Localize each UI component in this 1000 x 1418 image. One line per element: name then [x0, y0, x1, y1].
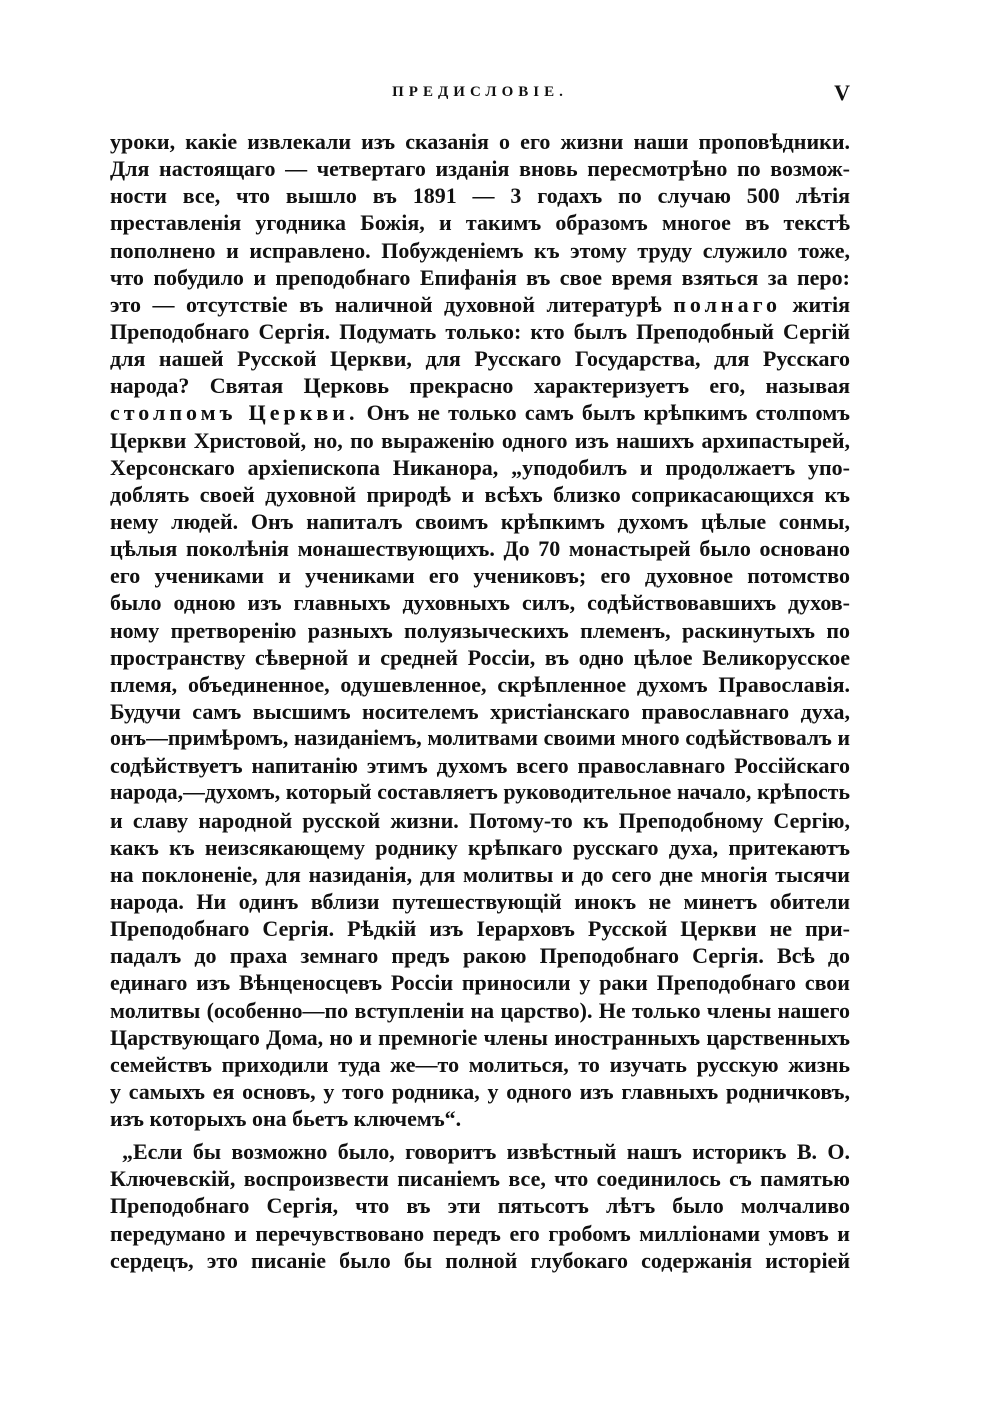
text-line: было одною изъ главныхъ духовныхъ силъ, содѣйствовавшихъ духов- [110, 590, 850, 616]
text-line: преставленія угодника Божія, и такимъ образомъ многое въ текстѣ [110, 210, 850, 236]
text-line: Преподобнаго Сергія, что въ эти пятьсотъ лѣтъ было молчаливо [110, 1193, 850, 1219]
text-line: уроки, какіе извлекали изъ сказанія о его жизни наши проповѣдники. [110, 129, 850, 154]
text-line [110, 291, 850, 318]
text-segment: Онъ не только самъ былъ крѣпкимъ столпомъ [366, 400, 850, 426]
text-line: у самыхъ ея основъ, у того родника, у одного изъ главныхъ родничковъ, [110, 1078, 850, 1104]
text-segment: житія [792, 291, 850, 317]
text-line: „Если бы возможно было, говоритъ извѣстный нашъ историкъ В. О. [122, 1139, 850, 1165]
text-line: падалъ до праха земнаго предъ ракою Преподобнаго Сергія. Всѣ до [110, 943, 850, 969]
text-segment: это — отсутствіе въ наличной духовной литературѣ [110, 291, 662, 317]
text-line: цѣлыя поколѣнія монашествующихъ. До 70 монастырей было основано [110, 536, 850, 562]
text-line: Будучи самъ высшимъ носителемъ христіанскаго православнаго духа, [110, 698, 850, 724]
text-line: Ключевскій, воспроизвести писаніемъ все, что соединилось съ памятью [110, 1166, 850, 1192]
text-line: пополнено и исправлено. Побужденіемъ къ этому труду служило тоже, [110, 237, 850, 263]
text-line: и славу народной русской жизни. Потому-то къ Преподобному Сергію, [110, 807, 850, 833]
text-line: нему людей. Онъ напиталъ своимъ крѣпкимъ духомъ цѣлые сонмы, [110, 508, 850, 534]
text-line: пространству сѣверной и средней Россіи, въ одно цѣлое Великорусское [110, 644, 850, 670]
text-line: народа,—духомъ, который составляетъ руководительное начало, крѣпость [110, 780, 850, 805]
text-line: сердецъ, это писаніе было бы полной глубокаго содержанія исторіей [110, 1247, 850, 1273]
text-line: передумано и перечувствовано передъ его гробомъ милліонами умовъ и [110, 1220, 850, 1246]
text-line: содѣйствуетъ напитанію этимъ духомъ всего православнаго Россійскаго [110, 753, 850, 779]
text-line: изъ которыхъ она бьетъ ключемъ“. [110, 1106, 462, 1132]
text-line: что побудило и преподобнаго Епифанія въ свое время взяться за перо: [110, 264, 850, 290]
emphasized-phrase: столпомъ Церкви. [110, 400, 359, 426]
text-line: для нашей Русской Церкви, для Русскаго Государства, для Русскаго [110, 346, 850, 372]
paragraph-2 [110, 1138, 850, 1274]
text-line: Церкви Христовой, но, по выраженію одного изъ нашихъ архипастырей, [110, 427, 850, 453]
text-line: Преподобнаго Сергія. Подумать только: кто былъ Преподобный Сергій [110, 318, 850, 344]
text-line: ности все, что вышло въ 1891 — 3 годахъ по случаю 500 лѣтія [110, 183, 850, 209]
text-line: онъ—примѣромъ, назиданіемъ, молитвами своими много содѣйствовалъ и [110, 726, 850, 751]
text-line: единаго изъ Вѣнценосцевъ Россіи приносили у раки Преподобнаго свои [110, 970, 850, 996]
text-line: молитвы (особенно—по вступленіи на царство). Не только члены нашего [110, 997, 850, 1023]
running-head [110, 80, 850, 110]
body-text [110, 128, 850, 1274]
text-line: Херсонскаго архіепископа Никанора, „уподобилъ и продолжаетъ упо- [110, 454, 850, 480]
page-number: V [834, 80, 850, 105]
text-line: его учениками и учениками его учениковъ; его духовное потомство [110, 563, 850, 589]
text-line: какъ къ неизсякающему роднику крѣпкаго русскаго духа, притекаютъ [110, 834, 850, 860]
text-line: семействъ приходили туда же—то молиться, то изучать русскую жизнь [110, 1051, 850, 1077]
text-line: племя, объединенное, одушевленное, скрѣпленное духомъ Православія. [110, 671, 850, 697]
paragraph-1 [110, 128, 850, 1132]
text-line: на поклоненіе, для назиданія, для молитвы и до сего дне многія тысячи [110, 861, 850, 887]
text-line: Преподобнаго Сергія. Рѣдкій изъ Іерарховъ Русской Церкви не при- [110, 916, 850, 942]
text-line: Царствующаго Дома, но и премногіе члены иностранныхъ царственныхъ [110, 1024, 850, 1050]
running-title: ПРЕДИСЛОВІЕ. [392, 84, 568, 100]
text-line: ному претворенію разныхъ полуязыческихъ племенъ, раскинутыхъ по [110, 617, 850, 643]
text-line: Для настоящаго — четвертаго изданія вновь пересмотрѣно по возмож- [110, 156, 850, 182]
text-line: народа? Святая Церковь прекрасно характеризуетъ его, называя [110, 373, 850, 399]
text-line: доблять своей духовной природѣ и всѣхъ близко соприкасающихся къ [110, 481, 850, 507]
text-line [110, 399, 850, 426]
text-line: народа. Ни одинъ вблизи путешествующій инокъ не минетъ обители [110, 888, 850, 914]
emphasized-word: полнаго [673, 291, 782, 317]
